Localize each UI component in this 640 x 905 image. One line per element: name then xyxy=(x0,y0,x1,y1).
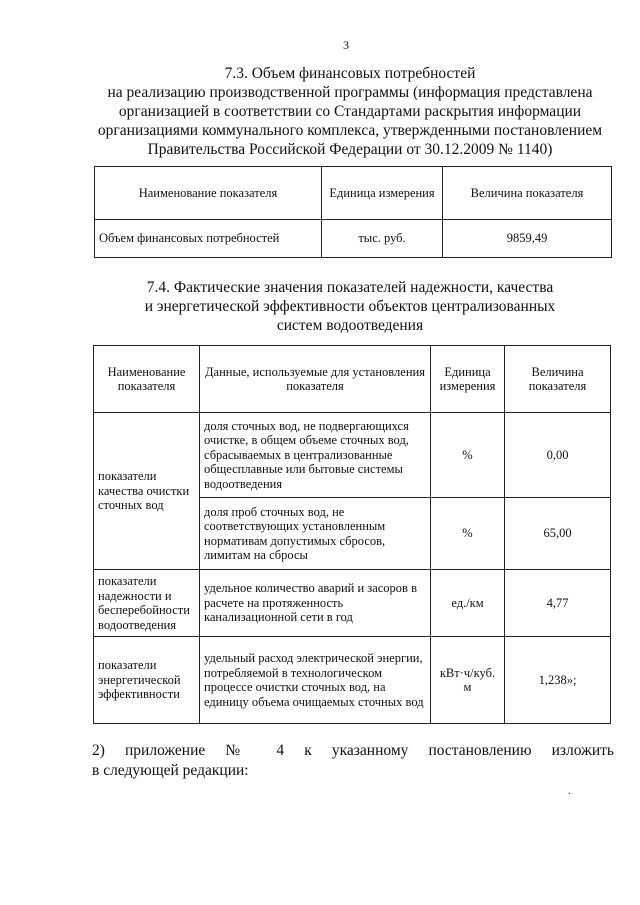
header-cell: Единица измерения xyxy=(322,167,443,220)
header-cell: Величина показателя xyxy=(443,167,612,220)
table-row xyxy=(94,570,611,637)
section-7-4-heading xyxy=(80,278,620,335)
indicator-unit: % xyxy=(431,413,505,498)
table-header-row xyxy=(94,346,611,413)
heading-line: и энергетической эффективности объектов централизованных xyxy=(144,298,556,315)
page-number: 3 xyxy=(343,38,349,52)
heading-line: 7.4. Фактические значения показателей надежности, качества xyxy=(146,279,554,296)
table-row xyxy=(94,413,611,498)
indicator-data: удельное количество аварий и засоров в расчете на протяженность канализационной сети в год xyxy=(200,570,431,637)
indicator-group-name: показатели качества очистки сточных вод xyxy=(94,413,200,570)
indicator-group-name: показатели энергетической эффективности xyxy=(94,637,200,724)
indicator-data: доля сточных вод, не подвергающихся очистке, в общем объеме сточных вод, сбрасываемых в централизованные общесплавные или бытовые системы водоотведения xyxy=(200,413,431,498)
indicator-value: 0,00 xyxy=(505,413,611,498)
header-cell: Наименование показателя xyxy=(95,167,322,220)
financial-needs-table xyxy=(94,166,612,258)
indicator-unit: кВт·ч/куб. м xyxy=(431,637,505,724)
indicator-group-name: показатели надежности и бесперебойности водоотведения xyxy=(94,570,200,637)
table-row xyxy=(94,637,611,724)
stray-mark: . xyxy=(568,786,571,797)
indicator-unit: ед./км xyxy=(431,570,505,637)
heading-line: организациями коммунального комплекса, утвержденными постановлением xyxy=(97,122,603,139)
table-header-row xyxy=(95,167,612,220)
indicator-data: удельный расход электрической энергии, потребляемой в технологическом процессе очистки сточных вод, на единицу объема очищаемых сточных вод xyxy=(200,637,431,724)
heading-line: систем водоотведения xyxy=(276,317,424,334)
table-cell: Объем финансовых потребностей xyxy=(95,220,322,258)
indicator-value: 65,00 xyxy=(505,498,611,570)
header-cell: Единица измерения xyxy=(431,346,505,413)
table-cell: 9859,49 xyxy=(443,220,612,258)
header-cell: Наименование показателя xyxy=(94,346,200,413)
indicator-unit: % xyxy=(431,498,505,570)
heading-line: организацией в соответствии со Стандартами раскрытия информации xyxy=(118,103,582,120)
heading-line: Правительства Российской Федерации от 30.12.2009 № 1140) xyxy=(147,141,553,158)
indicator-value: 1,238»; xyxy=(505,637,611,724)
indicator-data: доля проб сточных вод, не соответствующих установленным нормативам допустимых сбросов, лимитам на сбросы xyxy=(200,498,431,570)
header-cell: Величина показателя xyxy=(505,346,611,413)
heading-line: 7.3. Объем финансовых потребностей xyxy=(224,65,476,82)
closing-paragraph-line-1: 2) приложение № 4 к указанному постановлению изложить xyxy=(92,742,614,759)
table-cell: тыс. руб. xyxy=(322,220,443,258)
indicator-value: 4,77 xyxy=(505,570,611,637)
reliability-indicators-table xyxy=(93,345,611,724)
closing-paragraph-line-2: в следующей редакции: xyxy=(92,762,249,779)
heading-line: на реализацию производственной программы (информация представлена xyxy=(107,84,593,101)
section-7-3-heading xyxy=(80,64,620,159)
header-cell: Данные, используемые для установления показателя xyxy=(200,346,431,413)
table-row xyxy=(95,220,612,258)
